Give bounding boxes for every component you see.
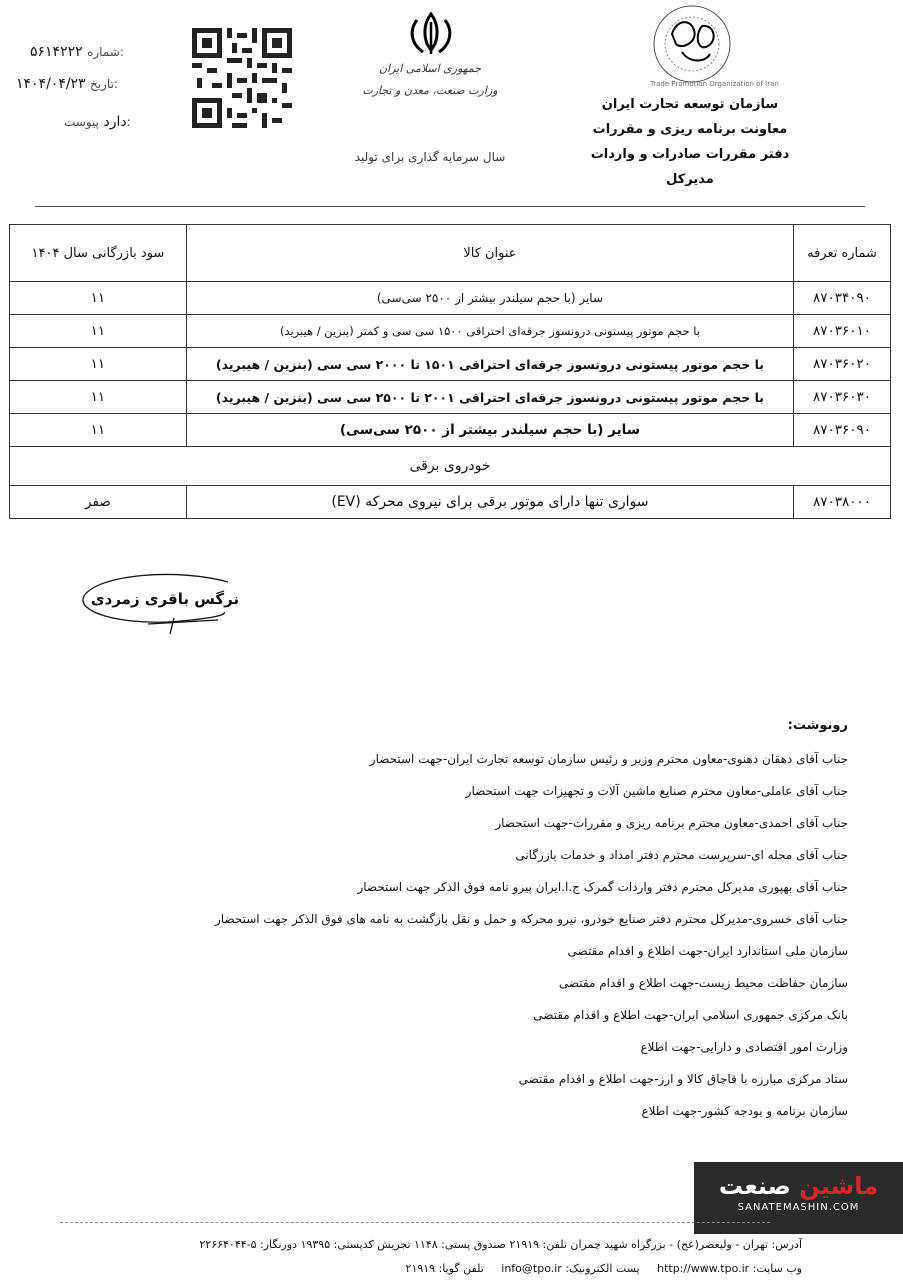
tariff-table (9, 224, 891, 519)
iran-emblem-icon (403, 10, 459, 58)
cc-line: جناب آقای خسروی-مدیرکل محترم دفتر صنایع خودرو، نیرو محرکه و حمل و نقل بازگشت به نامه های فوق الذکر جهت استحضار (215, 912, 848, 926)
letter-attachment (64, 114, 131, 130)
cc-line: سازمان حفاظت محیط زیست-جهت اطلاع و اقدام مقتضی (558, 976, 848, 990)
tariff-code: ۸۷۰۳۴۰۹۰ (794, 282, 891, 315)
letter-date-label: تاریخ: (90, 77, 118, 91)
qr-code-icon (192, 28, 292, 128)
letter-number-label: شماره: (87, 45, 124, 59)
org-title-block (590, 92, 790, 192)
footer-divider (60, 1222, 770, 1223)
watermark-black-word: صنعت (718, 1172, 791, 1200)
letter-number (30, 44, 124, 60)
goods-title: سایر (با حجم سیلندر بیشتر از ۲۵۰۰ سی‌سی) (186, 282, 793, 315)
profit-value: ۱۱ (10, 381, 187, 414)
tpo-logo-caption: Trade Promotion Organization of Iran (650, 80, 779, 88)
footer-address: آدرس: تهران - ولیعصر(عج) - بزرگراه شهید چمران تلفن: ۲۱۹۱۹ صندوق پستی: ۱۱۴۸ تجریش کدپستی: ۱۹۳۹۵ دورنگار: ۵-۲۲۶۶۴۰۴۴ (199, 1238, 802, 1251)
watermark-red-word: ماشین (799, 1172, 879, 1200)
goods-title: سایر (با حجم سیلندر بیشتر از ۲۵۰۰ سی‌سی) (186, 414, 793, 447)
header-divider (35, 206, 865, 207)
org-line: دفتر مقررات صادرات و واردات (590, 147, 790, 162)
goods-title: با حجم موتور پیستونی درونسوز جرقه‌ای احتراقی ۲۰۰۱ تا ۲۵۰۰ سی سی (بنزین / هیبرید) (186, 381, 793, 414)
table-row (10, 315, 891, 348)
goods-title: با حجم موتور پیستونی درونسوز جرقه‌ای احتراقی ۱۵۰۰ سی سی و کمتر (بنزین / هیبرید) (186, 315, 793, 348)
table-section-row (10, 447, 891, 486)
tariff-code: ۸۷۰۳۶۰۲۰ (794, 348, 891, 381)
cc-line: سازمان ملی استاندارد ایران-جهت اطلاع و اقدام مقتضی (567, 944, 848, 958)
letter-attachment-label: پیوست: (64, 115, 131, 129)
year-slogan: سال سرمایه گذاری برای تولید (354, 150, 506, 164)
tariff-code: ۸۷۰۳۸۰۰۰ (794, 486, 891, 519)
cc-line: سازمان برنامه و بودجه کشور-جهت اطلاع (641, 1104, 848, 1118)
table-row (10, 486, 891, 519)
goods-title: با حجم موتور پیستونی درونسوز جرقه‌ای احتراقی ۱۵۰۱ تا ۲۰۰۰ سی سی (بنزین / هیبرید) (186, 348, 793, 381)
profit-value: ۱۱ (10, 348, 187, 381)
org-line: مدیرکل (666, 172, 714, 187)
col-header-title: عنوان کالا (186, 225, 793, 282)
letter-date (16, 76, 118, 92)
cc-line: وزارت امور اقتصادی و دارایی-جهت اطلاع (640, 1040, 848, 1054)
section-title: خودروی برقی (10, 447, 891, 486)
col-header-profit: سود بازرگانی سال ۱۴۰۴ (10, 225, 187, 282)
tpo-logo-icon (632, 2, 779, 90)
footer-email[interactable]: پست الکترونیک: info@tpo.ir (501, 1262, 640, 1275)
letter-attachment-value: دارد (103, 114, 127, 130)
watermark-url: SANATEMASHIN.COM (737, 1202, 860, 1213)
footer-website[interactable]: وب سایت: http://www.tpo.ir (657, 1262, 802, 1275)
table-row (10, 414, 891, 447)
cc-line: بانک مرکزی جمهوری اسلامی ایران-جهت اطلاع و اقدام مقتضی (533, 1008, 848, 1022)
signer-name: نرگس باقری زمردی (90, 590, 240, 608)
cc-line: جناب آقای بهپوری مدیرکل محترم دفتر واردات گمرک ج.ا.ایران پیرو نامه فوق الذکر جهت استحضار (357, 880, 848, 894)
watermark-logo (694, 1172, 903, 1200)
cc-line: جناب آقای عاملی-معاون محترم صنایع ماشین آلات و تجهیزات جهت استحضار (465, 784, 848, 798)
cc-list (215, 718, 848, 1127)
goods-title: سواری تنها دارای موتور برقی برای نیروی محرکه (EV) (186, 486, 793, 519)
tariff-code: ۸۷۰۳۶۰۳۰ (794, 381, 891, 414)
profit-value: ۱۱ (10, 282, 187, 315)
letter-number-value: ۵۶۱۴۲۲۲ (30, 44, 83, 60)
watermark-badge (694, 1162, 903, 1234)
table-row (10, 381, 891, 414)
footer-contacts (20, 1262, 802, 1275)
cc-line: ستاد مرکزی مبارزه با قاچاق کالا و ارز-جهت اطلاع و اقدام مقتضی (518, 1072, 848, 1086)
letter-date-value: ۱۴۰۴/۰۴/۲۳ (16, 76, 86, 92)
cc-title: رونوشت: (787, 718, 848, 733)
emblem-caption-2: وزارت صنعت، معدن و تجارت (362, 84, 498, 97)
profit-value: ۱۱ (10, 315, 187, 348)
cc-line: جناب آقای دهقان دهنوی-معاون محترم وزیر و رئیس سازمان توسعه تجارت ایران-جهت استحضار (369, 752, 848, 766)
footer-phone: تلفن گویا: ۲۱۹۱۹ (405, 1262, 484, 1275)
col-header-tariff: شماره تعرفه (794, 225, 891, 282)
table-row (10, 282, 891, 315)
org-line: معاونت برنامه ریزی و مقررات (592, 122, 788, 137)
profit-value: ۱۱ (10, 414, 187, 447)
cc-line: جناب آقای احمدی-معاون محترم برنامه ریزی و مقررات-جهت استحضار (495, 816, 848, 830)
tariff-code: ۸۷۰۳۶۰۹۰ (794, 414, 891, 447)
cc-line: جناب آقای محله ای-سرپرست محترم دفتر امداد و خدمات بازرگانی (515, 848, 848, 862)
emblem-caption-1: جمهوری اسلامی ایران (378, 62, 482, 75)
table-row (10, 348, 891, 381)
org-line: سازمان توسعه تجارت ایران (601, 97, 779, 112)
tariff-code: ۸۷۰۳۶۰۱۰ (794, 315, 891, 348)
table-header-row (10, 225, 891, 282)
signature (78, 568, 248, 638)
profit-value: صفر (10, 486, 187, 519)
